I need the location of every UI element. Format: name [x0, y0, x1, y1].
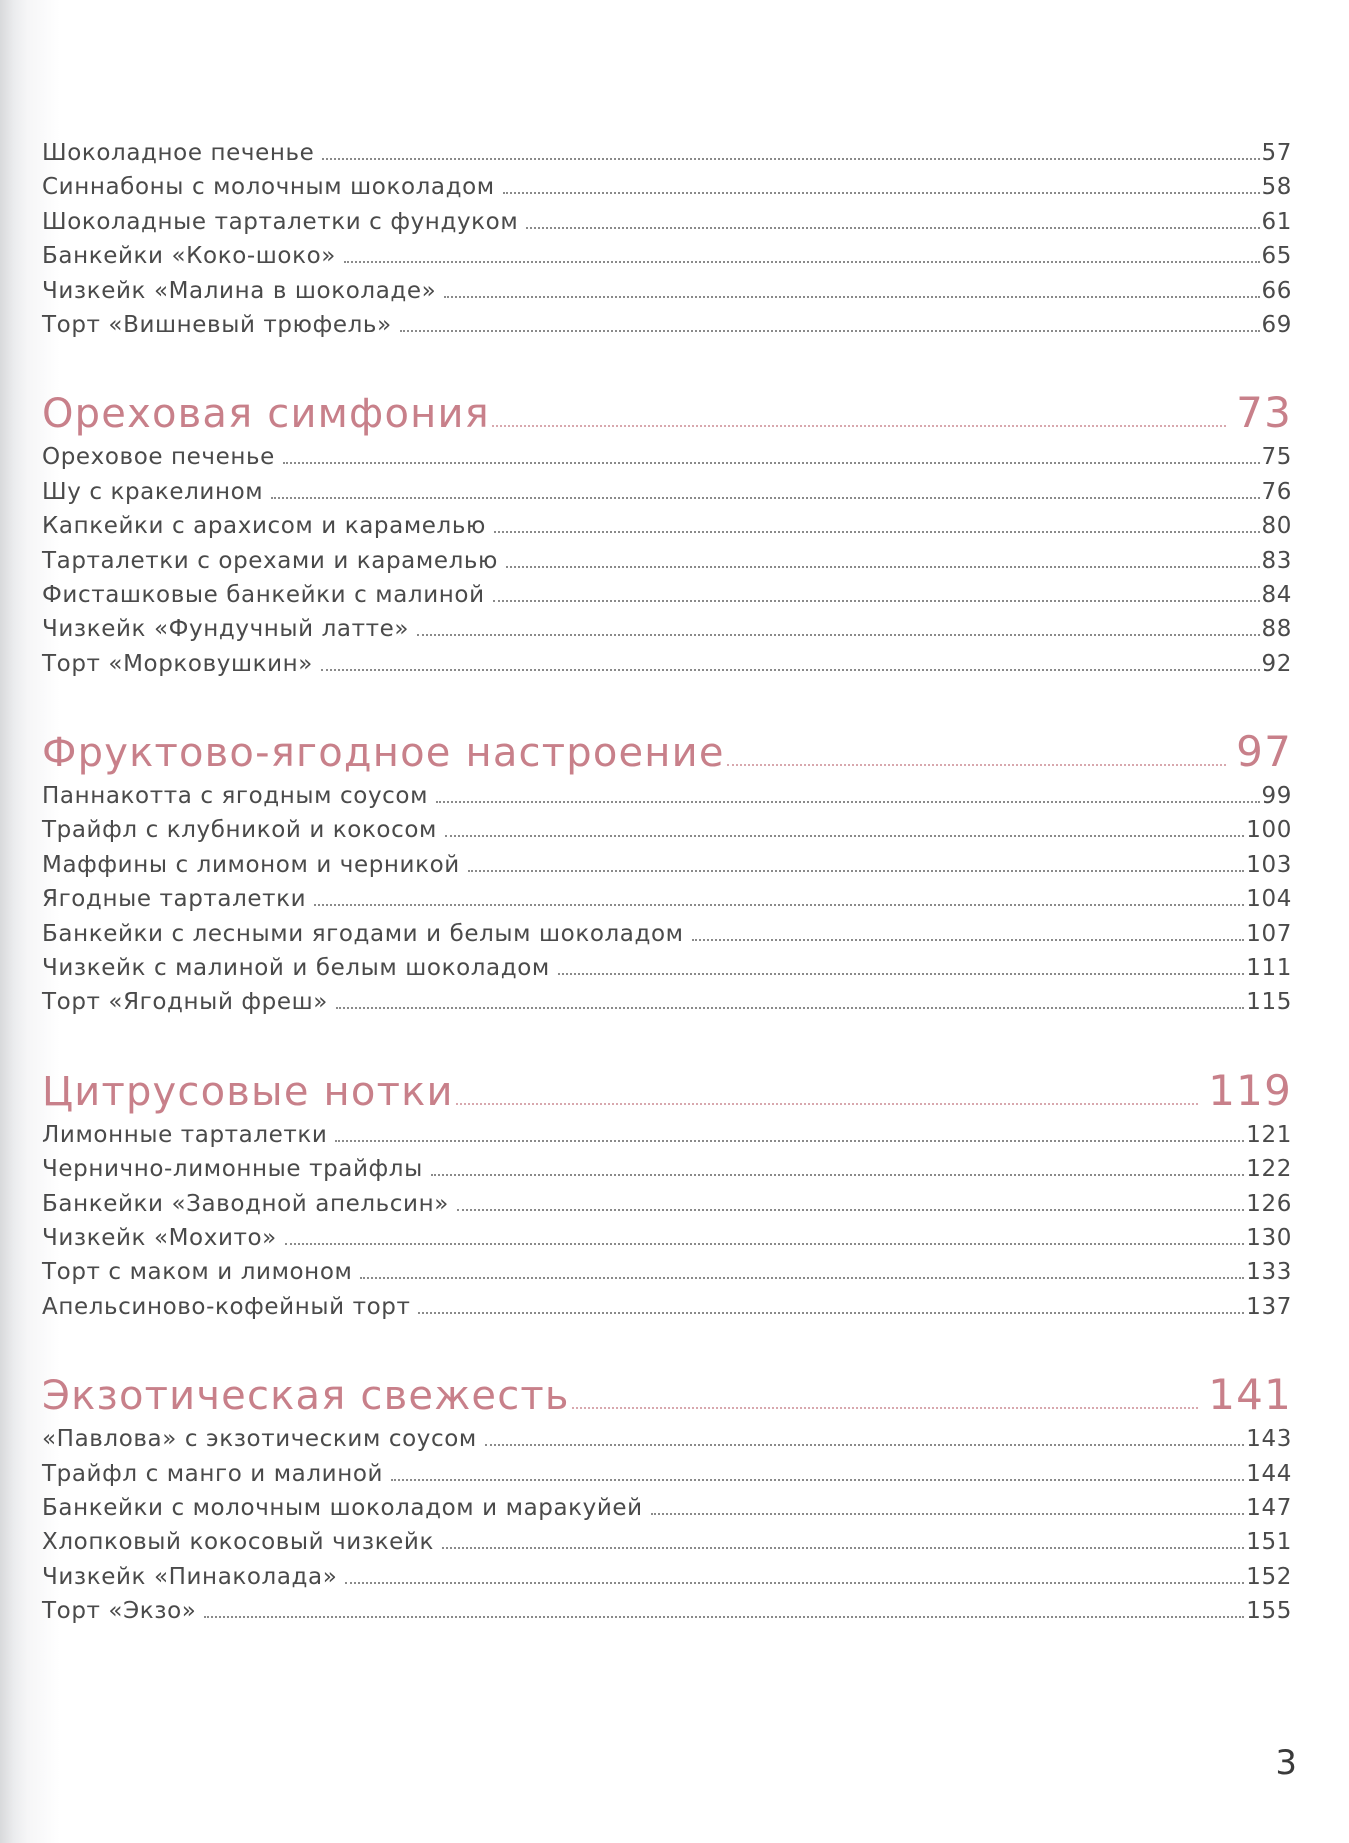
- toc-entry[interactable]: [42, 1225, 1292, 1259]
- toc-entry[interactable]: [42, 1259, 1292, 1293]
- section-gap: [42, 685, 1292, 727]
- toc-entry[interactable]: [42, 209, 1292, 243]
- toc-entry-page: 76: [1261, 478, 1292, 505]
- toc-entry-page: 66: [1261, 277, 1292, 304]
- toc-entry-page: 57: [1261, 140, 1292, 166]
- toc-entry-title: Банкейки с лесными ягодами и белым шоколадом: [42, 920, 684, 947]
- dot-leader: [314, 904, 1244, 906]
- toc-entry-title: Чизкейк «Фундучный латте»: [42, 616, 410, 643]
- toc-entry-title: Маффины с лимоном и черникой: [42, 851, 460, 878]
- dot-leader: [285, 1243, 1244, 1245]
- dot-leader: [417, 634, 1260, 636]
- toc-entry[interactable]: [42, 1191, 1292, 1225]
- section-heading[interactable]: [42, 1370, 1292, 1426]
- dot-leader: [572, 1407, 1199, 1409]
- toc-entry-page: 104: [1246, 886, 1292, 913]
- toc-entry-page: 69: [1261, 311, 1292, 338]
- toc-entry[interactable]: [42, 1598, 1292, 1632]
- section-heading[interactable]: [42, 388, 1292, 444]
- dot-leader: [336, 1007, 1244, 1009]
- toc-entry[interactable]: [42, 513, 1292, 547]
- toc-entry-page: 107: [1246, 920, 1292, 947]
- section-heading-page: 141: [1208, 1370, 1292, 1420]
- toc-entry[interactable]: [42, 1426, 1292, 1460]
- dot-leader: [418, 1312, 1244, 1314]
- section-heading[interactable]: [42, 727, 1292, 783]
- dot-leader: [360, 1277, 1244, 1279]
- toc-entry[interactable]: [42, 989, 1292, 1023]
- toc-entry-page: 143: [1246, 1426, 1292, 1453]
- dot-leader: [558, 973, 1244, 975]
- dot-leader: [344, 261, 1260, 263]
- toc-entry-title: Торт «Экзо»: [42, 1598, 197, 1625]
- dot-leader: [492, 425, 1226, 427]
- toc-entry-page: 88: [1261, 616, 1292, 643]
- dot-leader: [445, 835, 1244, 837]
- dot-leader: [442, 1547, 1244, 1549]
- toc-entry[interactable]: [42, 783, 1292, 817]
- dot-leader: [651, 1513, 1245, 1515]
- toc-entry-page: 126: [1246, 1190, 1292, 1217]
- toc-entry-page: 111: [1246, 955, 1292, 982]
- toc-entry[interactable]: [42, 921, 1292, 955]
- toc-section-exotic: [42, 1370, 1292, 1632]
- toc-entry-title: Трайфл с клубникой и кокосом: [42, 817, 437, 844]
- toc-entry-page: 80: [1261, 513, 1292, 540]
- dot-leader: [283, 462, 1260, 464]
- toc-entry-title: Шоколадное печенье: [42, 140, 315, 166]
- dot-leader: [436, 801, 1260, 803]
- toc-entry[interactable]: [42, 886, 1292, 920]
- toc-entry-title: Капкейки с арахисом и карамелью: [42, 513, 486, 540]
- toc-entry[interactable]: [42, 174, 1292, 208]
- toc-entry[interactable]: [42, 1529, 1292, 1563]
- toc-entry-page: 103: [1246, 851, 1292, 878]
- toc-entry-page: 147: [1246, 1494, 1292, 1521]
- dot-leader: [727, 764, 1227, 766]
- toc-entry[interactable]: [42, 1564, 1292, 1598]
- toc-entry[interactable]: [42, 616, 1292, 650]
- section-heading-title: Ореховая симфония: [42, 391, 490, 438]
- dot-leader: [400, 330, 1260, 332]
- dot-leader: [431, 1174, 1244, 1176]
- toc-entry-title: Апельсиново-кофейный торт: [42, 1293, 411, 1320]
- toc-entry-title: Чизкейк «Малина в шоколаде»: [42, 277, 437, 304]
- toc-entry-page: 144: [1246, 1460, 1292, 1487]
- toc-entry-title: Банкейки «Коко-шоко»: [42, 243, 336, 270]
- page-number: 3: [1275, 1743, 1297, 1783]
- section-heading-page: 73: [1236, 388, 1292, 438]
- toc-entry[interactable]: [42, 582, 1292, 616]
- section-heading-page: 119: [1208, 1065, 1292, 1115]
- toc-entry-title: Хлопковый кокосовый чизкейк: [42, 1529, 434, 1556]
- dot-leader: [468, 870, 1244, 872]
- toc-entry[interactable]: [42, 1122, 1292, 1156]
- toc-entry-title: Шоколадные тарталетки с фундуком: [42, 208, 519, 235]
- dot-leader: [493, 600, 1260, 602]
- toc-entry-page: 92: [1261, 650, 1292, 677]
- toc-entry-title: Торт «Вишневый трюфель»: [42, 311, 392, 338]
- section-gap: [42, 1328, 1292, 1370]
- toc-entry-title: Трайфл с манго и малиной: [42, 1460, 384, 1487]
- toc-entry[interactable]: [42, 548, 1292, 582]
- section-gap: [42, 1024, 1292, 1066]
- toc-entry[interactable]: [42, 852, 1292, 886]
- toc-entry-title: Торт «Морковушкин»: [42, 650, 313, 677]
- dot-leader: [321, 669, 1260, 671]
- dot-leader: [503, 192, 1260, 194]
- toc-entry[interactable]: [42, 1156, 1292, 1190]
- toc-entry[interactable]: [42, 1461, 1292, 1495]
- toc-entry-page: 130: [1246, 1224, 1292, 1251]
- toc-entry[interactable]: [42, 817, 1292, 851]
- section-gap: [42, 346, 1292, 388]
- toc-entry-title: Шу с кракелином: [42, 478, 264, 505]
- toc-entry-title: Банкейки «Заводной апельсин»: [42, 1190, 449, 1217]
- toc-entry-page: 65: [1261, 243, 1292, 270]
- toc-entry[interactable]: [42, 444, 1292, 478]
- toc-entry-title: Ягодные тарталетки: [42, 886, 307, 913]
- toc-entry-page: 151: [1246, 1529, 1292, 1556]
- toc-entry[interactable]: [42, 479, 1292, 513]
- toc-section-fruit-berry: [42, 727, 1292, 1024]
- dot-leader: [457, 1209, 1244, 1211]
- dot-leader: [494, 531, 1260, 533]
- toc-entry-title: Тарталетки с орехами и карамелью: [42, 547, 498, 574]
- toc-entry-page: 115: [1246, 989, 1292, 1016]
- dot-leader: [526, 227, 1259, 229]
- toc-entry[interactable]: [42, 243, 1292, 277]
- dot-leader: [335, 1140, 1244, 1142]
- section-heading[interactable]: [42, 1066, 1292, 1122]
- toc-entry[interactable]: [42, 1495, 1292, 1529]
- toc-entry-page: 58: [1261, 174, 1292, 201]
- toc-entry-page: 100: [1246, 817, 1292, 844]
- toc-entry-title: Ореховое печенье: [42, 444, 275, 471]
- toc-section-nut-symphony: [42, 388, 1292, 685]
- toc-entry-page: 122: [1246, 1156, 1292, 1183]
- table-of-contents: [42, 140, 1292, 1633]
- toc-entry-title: Чернично-лимонные трайфлы: [42, 1156, 423, 1183]
- toc-entry-page: 137: [1246, 1293, 1292, 1320]
- toc-entry[interactable]: [42, 312, 1292, 346]
- toc-entry-page: 75: [1261, 444, 1292, 471]
- toc-entry-page: 84: [1261, 581, 1292, 608]
- toc-entry-page: 133: [1246, 1259, 1292, 1286]
- dot-leader: [204, 1616, 1244, 1618]
- dot-leader: [271, 497, 1259, 499]
- section-heading-page: 97: [1236, 727, 1292, 777]
- toc-entry[interactable]: [42, 955, 1292, 989]
- toc-entry-title: Паннакотта с ягодным соусом: [42, 783, 429, 810]
- toc-entry-page: 83: [1261, 547, 1292, 574]
- section-heading-title: Цитрусовые нотки: [42, 1068, 454, 1115]
- section-heading-title: Экзотическая свежесть: [42, 1373, 570, 1420]
- toc-entry-page: 121: [1246, 1121, 1292, 1148]
- dot-leader: [456, 1103, 1199, 1105]
- toc-entry-title: Торт «Ягодный фреш»: [42, 989, 328, 1016]
- dot-leader: [391, 1479, 1244, 1481]
- toc-entry[interactable]: [42, 140, 1292, 174]
- dot-leader: [322, 158, 1259, 160]
- toc-entry-title: «Павлова» с экзотическим соусом: [42, 1426, 477, 1453]
- dot-leader: [485, 1444, 1244, 1446]
- section-heading-title: Фруктово-ягодное настроение: [42, 730, 725, 777]
- toc-entry-title: Синнабоны с молочным шоколадом: [42, 174, 495, 201]
- toc-entry-title: Чизкейк «Мохито»: [42, 1224, 277, 1251]
- toc-entry-title: Торт с маком и лимоном: [42, 1259, 353, 1286]
- toc-entry-page: 99: [1261, 783, 1292, 810]
- toc-entry-title: Банкейки с молочным шоколадом и маракуйей: [42, 1494, 643, 1521]
- toc-entry[interactable]: [42, 278, 1292, 312]
- toc-entry-page: 155: [1246, 1598, 1292, 1625]
- toc-entry[interactable]: [42, 651, 1292, 685]
- toc-entry-title: Фисташковые банкейки с малиной: [42, 581, 485, 608]
- toc-entry[interactable]: [42, 1294, 1292, 1328]
- toc-entry-title: Чизкейк с малиной и белым шоколадом: [42, 955, 550, 982]
- dot-leader: [444, 296, 1259, 298]
- toc-entry-title: Чизкейк «Пинаколада»: [42, 1563, 338, 1590]
- dot-leader: [692, 939, 1245, 941]
- toc-group-intro: [42, 140, 1292, 346]
- toc-entry-page: 152: [1246, 1563, 1292, 1590]
- toc-entry-title: Лимонные тарталетки: [42, 1121, 328, 1148]
- dot-leader: [506, 566, 1260, 568]
- toc-entry-page: 61: [1261, 208, 1292, 235]
- dot-leader: [345, 1582, 1244, 1584]
- toc-section-citrus: [42, 1066, 1292, 1328]
